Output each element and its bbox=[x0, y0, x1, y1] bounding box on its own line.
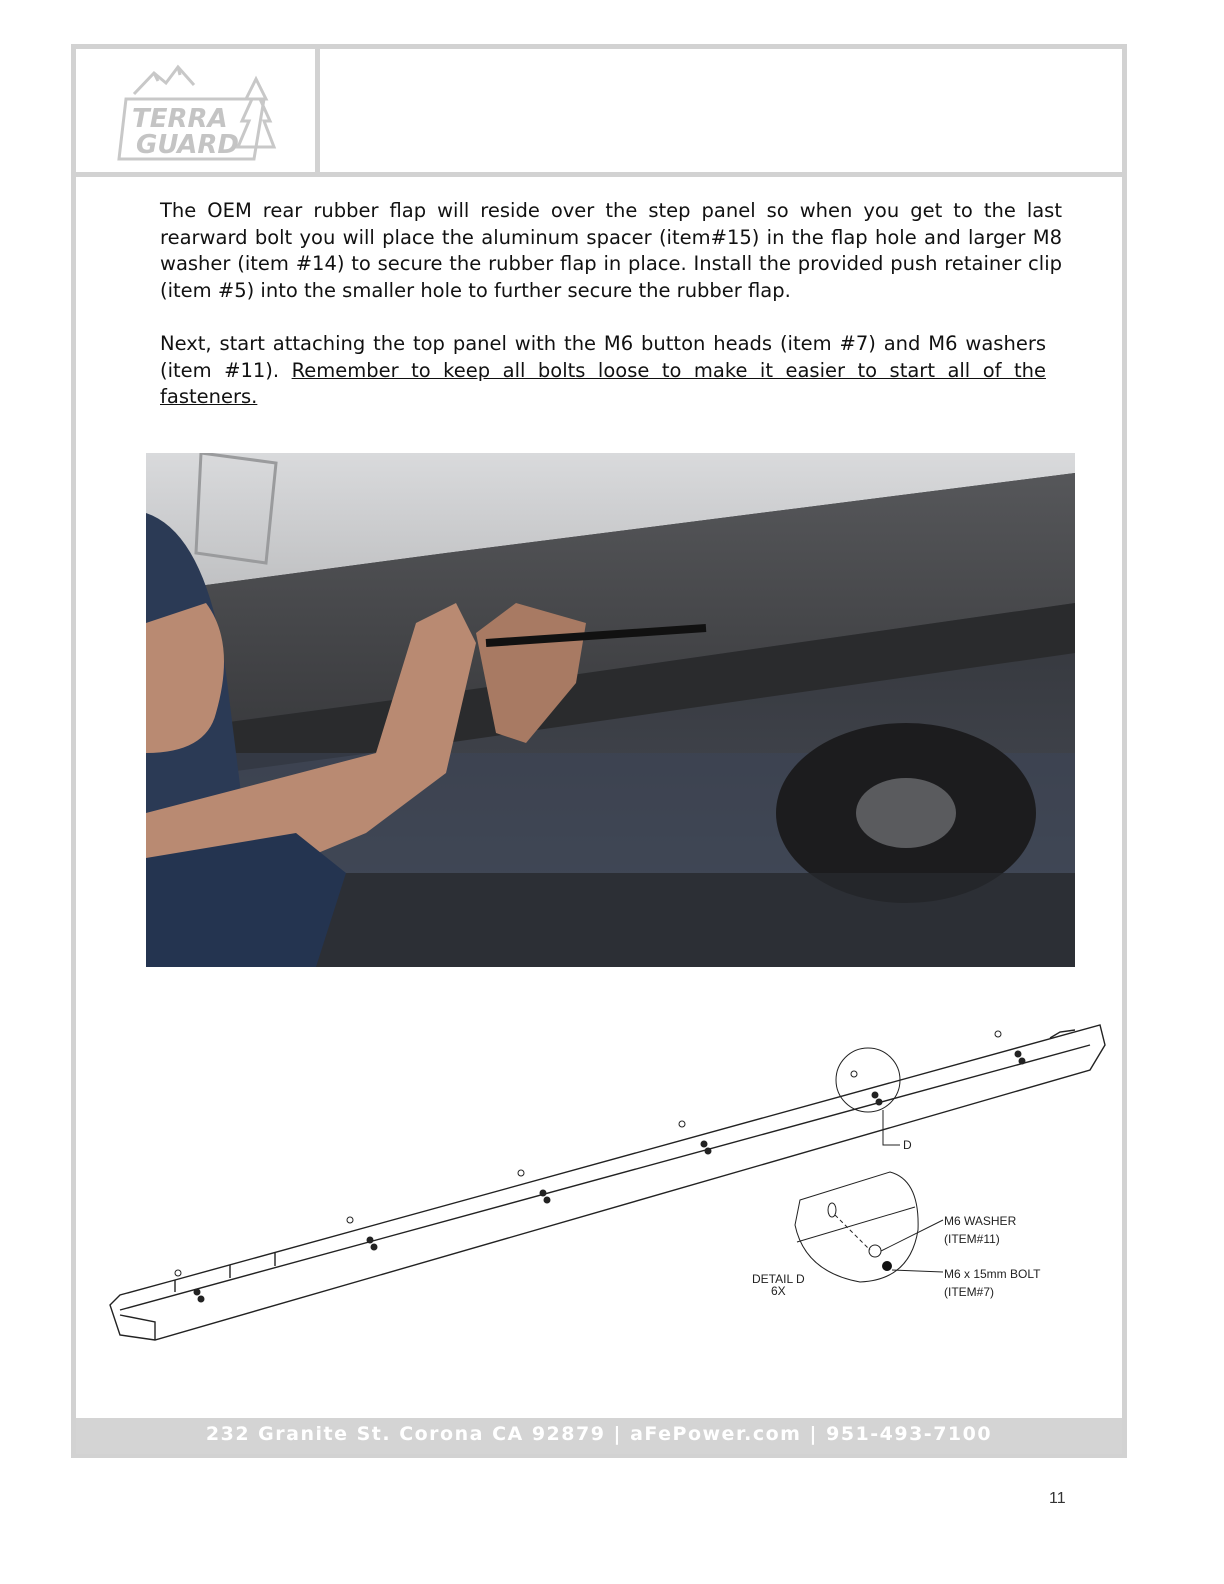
installation-diagram bbox=[100, 1010, 1110, 1350]
installation-photo bbox=[146, 453, 1075, 967]
terra-guard-logo bbox=[114, 59, 279, 164]
page-number: 11 bbox=[1049, 1490, 1066, 1507]
detail-label-line-2: 6X bbox=[771, 1284, 786, 1298]
footer-contact: 232 Granite St. Corona CA 92879 | aFePower.com | 951-493-7100 bbox=[205, 1423, 993, 1445]
detail-callout-circle bbox=[836, 1048, 900, 1112]
logo-line-1: TERRA bbox=[132, 104, 228, 134]
detail-label-line-1: DETAIL D bbox=[752, 1272, 805, 1286]
bolt-label-line-1: M6 x 15mm BOLT bbox=[944, 1267, 1041, 1281]
detail-view-outline bbox=[795, 1172, 918, 1282]
paragraph-2-text: Next, start attaching the top panel with the M6 button heads (item #7) and M6 washers (item #11). bbox=[160, 332, 1046, 382]
washer-label-line-1: M6 WASHER bbox=[944, 1214, 1017, 1228]
logo-cell bbox=[76, 49, 320, 172]
fastener-group bbox=[175, 1031, 1025, 1302]
page-footer bbox=[76, 1418, 1122, 1454]
paragraph-2-note: Remember to keep all bolts loose to make it easier to start all of the fasteners. bbox=[160, 358, 1046, 408]
bolt-label-line-2: (ITEM#7) bbox=[944, 1285, 995, 1299]
detail-callout-letter: D bbox=[903, 1138, 912, 1152]
washer-label-line-2: (ITEM#11) bbox=[944, 1232, 1000, 1246]
logo-line-2: GUARD bbox=[136, 130, 240, 160]
instruction-paragraph-2 bbox=[160, 331, 1046, 411]
page-header bbox=[76, 49, 1122, 177]
instruction-paragraph-1: The OEM rear rubber flap will reside over the step panel so when you get to the last rearward bolt you will place the aluminum spacer (item#15) in the flap hole and larger M8 washer (item #14) to secure the rubber flap in place. Install the provided push retainer clip (item #5) into the smaller hole to further secure the rubber flap. bbox=[160, 199, 1062, 302]
